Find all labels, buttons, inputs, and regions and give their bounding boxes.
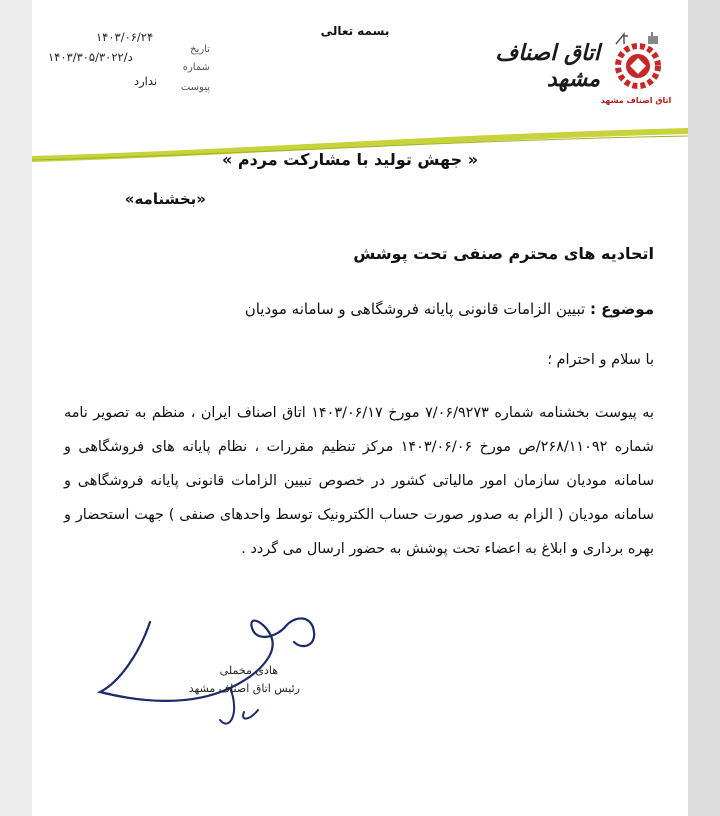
subject-label: موضوع : — [589, 300, 654, 318]
number-value: ۱۴۰۳/۳۰۵/د/۳۰۲۲ — [48, 50, 133, 64]
organization-name: اتاق اصناف مشهد — [495, 40, 600, 92]
logo-caption: اتاق اصناف مشهد — [600, 96, 672, 105]
basmala-heading: بسمه تعالی — [320, 24, 390, 38]
subject-line — [200, 300, 654, 318]
attachment-label: پیوست — [180, 82, 210, 93]
letter-body: به پیوست بخشنامه شماره ۷/۰۶/۹۲۷۳ مورخ ۱۴۰۳/۰۶/۱۷ اتاق اصناف ایران ، منظم به تصویر نامه شماره ۲۶۸/۱۱۰۹۲/ص مورخ ۱۴۰۳/۰۶/۰۶ مرکز تنظیم مقررات ، نظام پایانه های فروشگاهی و سامانه مودیان سازمان امور مالیاتی کشور در خصوص تبیین الزامات قانونی پایانه فروشگاهی و سامانه مودیان ( الزام به صدور صورت حساب الکترونیک توسط واحدهای صنفی ) جهت استحضار و بهره برداری و ابلاغ به اعضاء تحت پوشش به حضور ارسال می گردد . — [64, 405, 654, 557]
subject-text: تبیین الزامات قانونی پایانه فروشگاهی و سامانه مودیان — [244, 300, 586, 318]
attachment-value: ندارد — [134, 74, 158, 88]
circular-label: «بخشنامه» — [124, 190, 206, 208]
date-value: ۱۴۰۳/۰۶/۲۴ — [96, 30, 154, 44]
slogan: « جهش تولید با مشارکت مردم » — [221, 150, 479, 169]
signatory-name: هادی مخملی — [219, 664, 278, 677]
guild-chamber-logo-icon — [608, 30, 666, 94]
background-left — [0, 0, 32, 816]
recipient: اتحادیه های محترم صنفی تحت پوشش — [353, 244, 654, 263]
background-right — [688, 0, 720, 816]
greeting: با سلام و احترام ؛ — [547, 352, 654, 368]
signatory-title: رئیس اتاق اصناف مشهد — [188, 682, 300, 695]
date-label: تاریخ — [190, 44, 210, 55]
number-label: شماره — [182, 62, 210, 73]
